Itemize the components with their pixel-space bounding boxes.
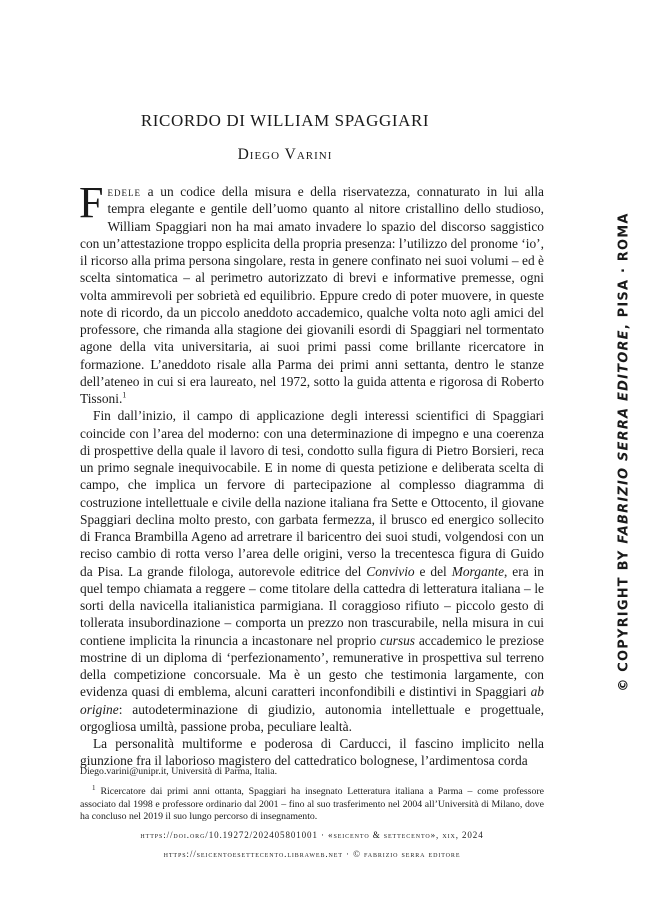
copyright-prefix: © COPYRIGHT BY bbox=[616, 543, 632, 692]
website-line[interactable]: https://seicentoesettecento.libraweb.net · © fabrizio serra editore bbox=[163, 849, 461, 859]
footnote-1-text: Ricercatore dai primi anni ottanta, Spaggiari ha insegnato Letteratura italiana a Parma – come professore associato dal 1998 e professore ordinario dal 2001 – fino al suo trasferimento nel 2004 all’Università di Milano, dove ha concluso nel 2019 il suo lungo percorso di insegnamento. bbox=[80, 785, 544, 823]
footnote-1-number: 1 bbox=[92, 783, 96, 792]
copyright-suffix: , PISA · ROMA bbox=[616, 212, 632, 330]
article-title: RICORDO DI WILLIAM SPAGGIARI bbox=[140, 111, 430, 130]
italic-cursus: cursus bbox=[380, 632, 415, 648]
opening-word: edele bbox=[107, 184, 141, 199]
copyright-watermark bbox=[617, 212, 632, 691]
paragraph-3 bbox=[80, 735, 544, 770]
paragraph-2-text-d: accademico le preziose mostrine di un diploma di ‘perfezionamento’, remunerative in prospettiva sul terreno della competizione concorsuale. Ma è un gesto che testimonia largamente, con evidenza quasi di emblema, alcuni caratteri inconfondibili e distintivi in Spaggiari bbox=[80, 632, 545, 700]
footnote-ref-1[interactable]: 1 bbox=[122, 390, 127, 400]
paragraph-2 bbox=[80, 407, 544, 735]
article-body bbox=[79, 178, 545, 770]
paragraph-3-text: La personalità multiforme e poderosa di Carducci, il fascino implicito nella giunzione fra il laborioso magistero del cattedratico bolognese, l’ardimentosa corda bbox=[80, 736, 544, 769]
drop-cap: F bbox=[79, 178, 104, 227]
paragraph-2-text-e: : autodeterminazione di giudizio, autonomia intellettuale e progettuale, orgogliosa umiltà, passione proba, peculiare lealtà. bbox=[80, 701, 544, 734]
paragraph-1-text: a un codice della misura e della riservatezza, connaturato in lui alla tempra elegante e gentile dell’uomo quanto al nitore cristallino dello studioso, William Spaggiari non ha mai amato invadere lo spazio del discorso saggistico con un’attestazione troppo esplicita della propria presenza: l’utilizzo del pronome ‘io’, il ricorso alla prima persona singolare, resta in genere confinato nei suoi volumi – ed è scelta sintomatica – al perimetro autorizzato di brevi e informative premesse, ogni volta ammirevoli per sobrietà ed equilibrio. Eppure credo di poter muovere, in queste note di ricordo, da un piccolo aneddoto accademico, qualche volta noto agli amici del professore, che rimanda alla stagione dei giovanili esordi di Spaggiari nel tormentato agone della vita universitaria, ai suoi primi passi come brillante ricercatore in formazione. L’aneddoto risale alla Parma dei primi anni settanta, dentro le stanze dell’ateneo in cui si era laureato, nel 1972, sotto la guida attenta e rigorosa di Roberto Tissoni. bbox=[80, 184, 544, 406]
footnote-1 bbox=[80, 783, 544, 824]
italic-morgante: Morgante bbox=[451, 563, 505, 579]
paragraph-1 bbox=[79, 178, 544, 407]
author-contact: Diego.varini@unipr.it, Università di Parma, Italia. bbox=[80, 766, 278, 777]
doi-line[interactable]: https://doi.org/10.19272/202405801001 · «seicento & settecento», xix, 2024 bbox=[140, 830, 484, 840]
italic-convivio: Convivio bbox=[366, 563, 415, 579]
copyright-publisher: FABRIZIO SERRA EDITORE bbox=[616, 329, 632, 544]
paragraph-2-text-c: , era in quel tempo chiamata a reggere – come titolare della cattedra di letteratura italiana – le sorti della navicella italianistica parmigiana. Il coraggioso rifiuto – piccolo gesto di tollerata insubordinazione – comporta un prezzo non trascurabile, nella misura in cui contiene implicita la rinuncia a incastonare nel proprio bbox=[80, 563, 544, 648]
article-author: Diego Varini bbox=[237, 146, 333, 163]
paragraph-2-text-b: e del bbox=[414, 563, 452, 579]
italic-ab-origine: ab origine bbox=[80, 684, 544, 717]
paragraph-2-text-a: Fin dall’inizio, il campo di applicazione degli interessi scientifici di Spaggiari coincide con l’area del moderno: con una determinazione di impegno e una coerenza di prospettive della quale il lavoro di tesi, condotto sulla figura di Pietro Borsieri, reca un primo segnale inequivocabile. E in nome di questa petizione e deliberata scelta di campo, che implica un fervore di partecipazione al complesso diagramma di costruzione intellettuale e civile della nazione italiana fra Sette e Ottocento, il giovane Spaggiari declina molto presto, con garbata fermezza, il brusco ed energico sollecito di Franca Brambilla Ageno ad arretrare il baricentro dei suoi studi, volgendosi con un reciso cambio di rotta verso l’area delle origini, verso la trecentesca figura di Guido da Pisa. La grande filologa, autorevole editrice del bbox=[80, 408, 544, 579]
footnotes bbox=[80, 766, 544, 824]
